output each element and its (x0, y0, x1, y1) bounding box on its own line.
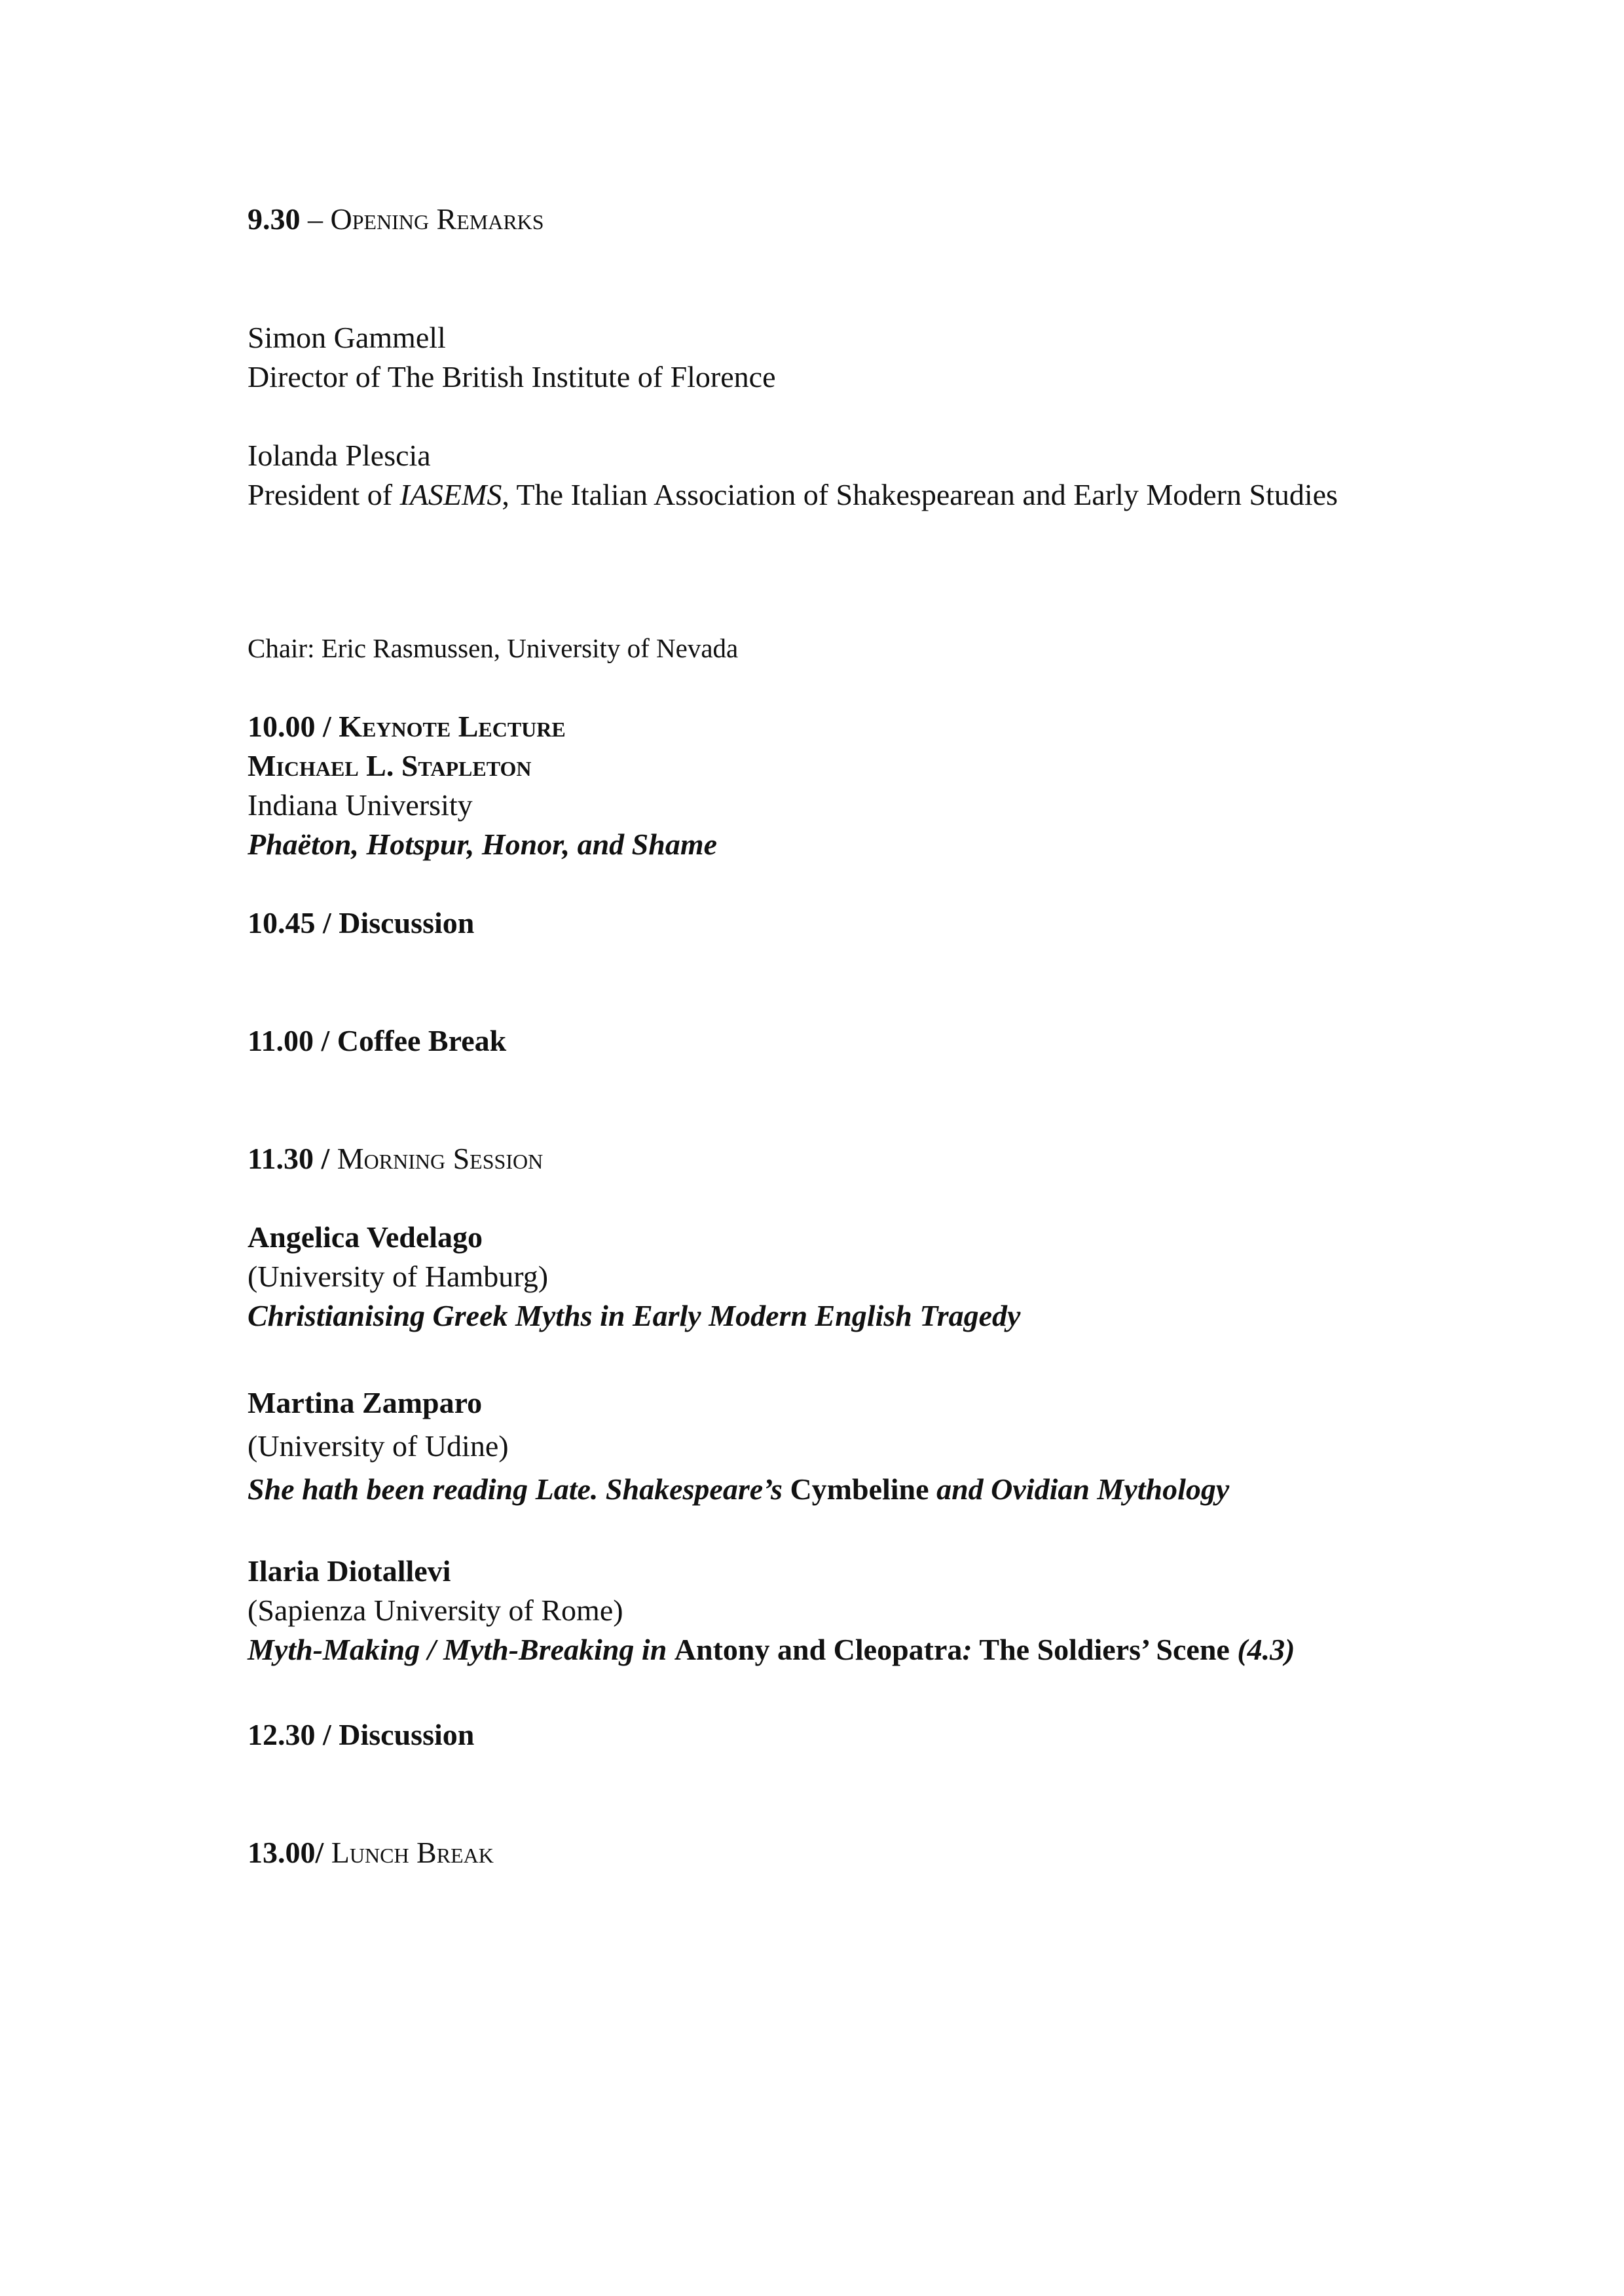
keynote-talk-title: Phaëton, Hotspur, Honor, and Shame (248, 828, 718, 861)
speaker-role: Director of The British Institute of Florence (248, 360, 776, 393)
talk-title-part: She hath been reading Late. Shakespeare’s (248, 1472, 790, 1506)
talk-affiliation: (Sapienza University of Rome) (248, 1594, 623, 1627)
opening-time: 9.30 (248, 202, 301, 236)
discussion-1: 10.45 / Discussion (248, 906, 475, 939)
talk-vedelago (248, 1218, 1382, 1336)
speaker-simon-gammell (248, 318, 1382, 397)
talk-title-work: Cymbeline (790, 1472, 929, 1506)
talk-title (248, 1630, 1382, 1669)
opening-remarks-heading (248, 200, 1382, 239)
speaker-name: Iolanda Plescia (248, 439, 431, 472)
talk-speaker: Ilaria Diotallevi (248, 1554, 451, 1588)
talk-zamparo (248, 1381, 1382, 1511)
opening-title: Opening Remarks (330, 202, 544, 236)
talk-title-part: (4.3) (1237, 1633, 1295, 1666)
keynote-heading (248, 707, 1382, 746)
talk-title (248, 1468, 1382, 1511)
speaker-role (248, 478, 1338, 511)
morning-session-heading (248, 1139, 1382, 1178)
chair-line: Chair: Eric Rasmussen, University of Nevada (248, 633, 739, 663)
talk-title-part: : (962, 1633, 972, 1666)
speaker-iolanda-plescia (248, 436, 1382, 515)
opening-separator: – (300, 202, 331, 236)
talk-title-part: The Soldiers’ Scene (972, 1633, 1238, 1666)
coffee-break: 11.00 / Coffee Break (248, 1024, 507, 1057)
keynote-time: 10.00 / (248, 710, 339, 743)
talk-affiliation: (University of Udine) (248, 1429, 509, 1463)
talk-title-work: Antony and Cleopatra (674, 1633, 963, 1666)
keynote-block (248, 707, 1382, 864)
talk-speaker: Martina Zamparo (248, 1386, 483, 1419)
talk-title-part: Myth-Making / Myth-Breaking in (248, 1633, 674, 1666)
talk-affiliation: (University of Hamburg) (248, 1260, 549, 1293)
keynote-title: Keynote Lecture (339, 710, 566, 743)
morning-title: Morning Session (337, 1142, 544, 1175)
role-acronym: IASEMS (399, 478, 502, 511)
morning-time: 11.30 / (248, 1142, 337, 1175)
talk-title-part: and Ovidian Mythology (929, 1472, 1230, 1506)
lunch-time: 13.00/ (248, 1836, 331, 1869)
talk-diotallevi (248, 1552, 1382, 1669)
lunch-break (248, 1833, 1382, 1872)
role-prefix: President of (248, 478, 400, 511)
keynote-affiliation: Indiana University (248, 788, 473, 822)
keynote-speaker: Michael L. Stapleton (248, 749, 532, 782)
role-suffix: , The Italian Association of Shakespearean and Early Modern Studies (502, 478, 1338, 511)
discussion-2: 12.30 / Discussion (248, 1718, 475, 1751)
lunch-title: Lunch Break (331, 1836, 494, 1869)
talk-title: Christianising Greek Myths in Early Modern English Tragedy (248, 1299, 1021, 1332)
speaker-name: Simon Gammell (248, 321, 446, 354)
talk-speaker: Angelica Vedelago (248, 1220, 483, 1254)
